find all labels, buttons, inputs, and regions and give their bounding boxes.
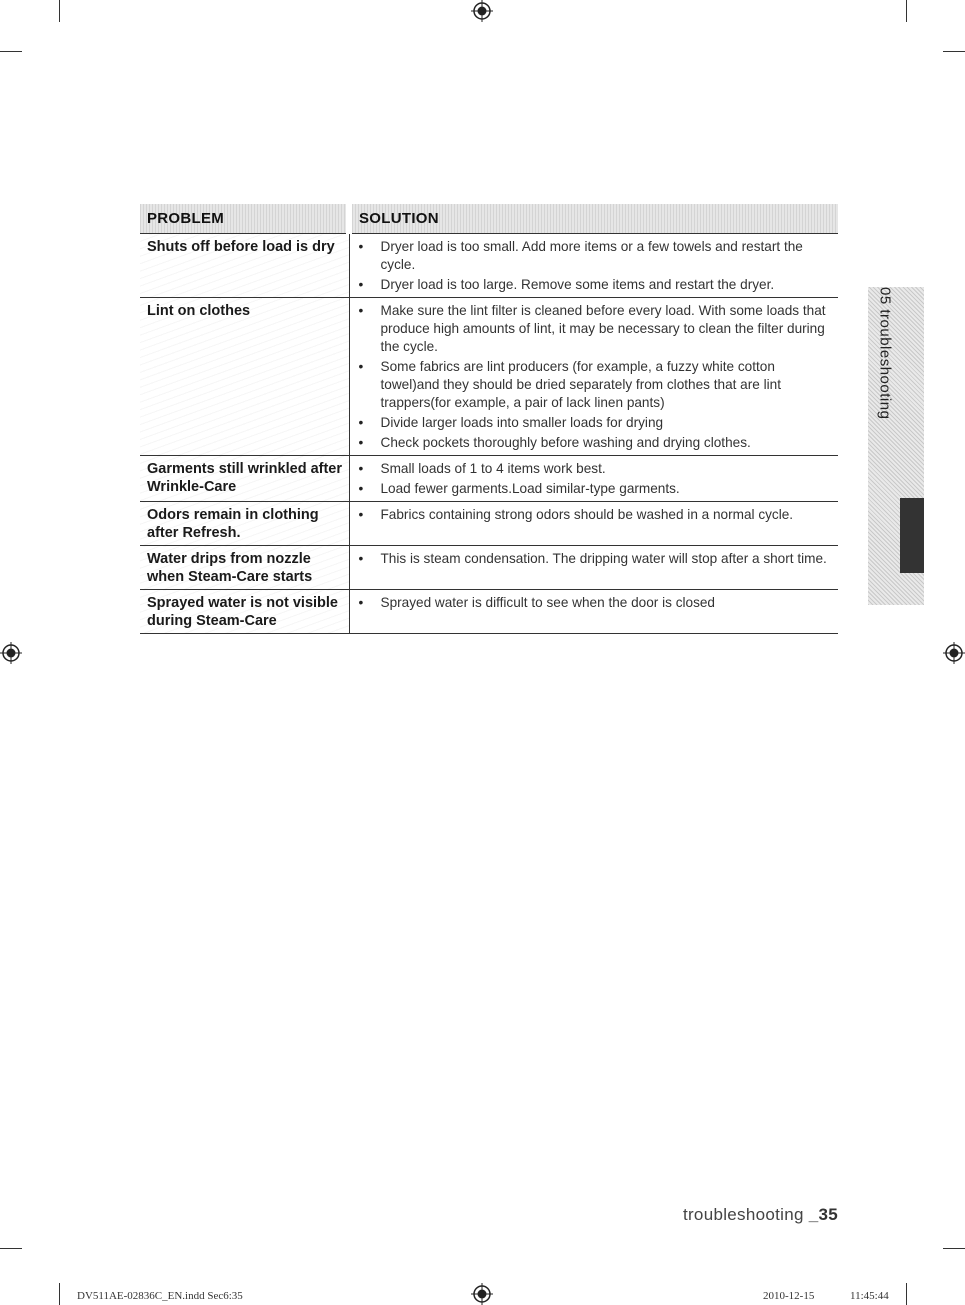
solution-item: • Fabrics containing strong odors should be washed in a normal cycle. <box>358 506 835 524</box>
solution-list <box>358 550 835 568</box>
solution-cell <box>349 298 838 456</box>
solution-list <box>358 506 835 524</box>
solution-item: • Dryer load is too small. Add more items or a few towels and restart the cycle. <box>358 238 835 274</box>
table-row <box>140 590 838 634</box>
crop-mark <box>906 1283 907 1305</box>
footer-section-label: troubleshooting <box>682 1205 809 1224</box>
problem-cell: Water drips from nozzle when Steam-Care starts <box>140 546 349 590</box>
table-row <box>140 234 838 298</box>
registration-mark-icon <box>943 642 965 664</box>
solution-cell <box>349 546 838 590</box>
solution-cell <box>349 456 838 502</box>
solution-list <box>358 238 835 294</box>
solution-item: • Dryer load is too large. Remove some items and restart the dryer. <box>358 276 835 294</box>
solution-column-header: SOLUTION <box>349 204 838 234</box>
chapter-side-tab <box>868 287 924 605</box>
crop-mark <box>59 1283 60 1305</box>
page-footer <box>683 1205 838 1225</box>
crop-mark <box>906 0 907 22</box>
solution-item: • Make sure the lint filter is cleaned before every load. With some loads that produce high amounts of lint, it may be necessary to clean the filter during the cycle. <box>358 302 835 356</box>
registration-mark-icon <box>471 0 493 22</box>
registration-mark-icon <box>471 1283 493 1305</box>
crop-mark <box>59 0 60 22</box>
problem-column-header: PROBLEM <box>140 204 349 234</box>
problem-cell: Shuts off before load is dry <box>140 234 349 298</box>
crop-mark <box>0 1248 22 1249</box>
chapter-tab-label: 05 troubleshooting <box>876 287 894 420</box>
table-row <box>140 298 838 456</box>
crop-mark <box>943 51 965 52</box>
solution-list <box>358 460 835 498</box>
solution-item: • This is steam condensation. The dripping water will stop after a short time. <box>358 550 835 568</box>
table-row <box>140 546 838 590</box>
solution-item: • Sprayed water is difficult to see when the door is closed <box>358 594 835 612</box>
solution-list <box>358 594 835 612</box>
crop-mark <box>943 1248 965 1249</box>
print-slug-time: 11:45:44 <box>850 1290 889 1302</box>
table-row <box>140 502 838 546</box>
registration-mark-icon <box>0 642 22 664</box>
solution-cell <box>349 590 838 634</box>
table-row <box>140 456 838 502</box>
solution-item: • Small loads of 1 to 4 items work best. <box>358 460 835 478</box>
print-slug-file: DV511AE-02836C_EN.indd Sec6:35 <box>77 1290 243 1302</box>
solution-item: • Divide larger loads into smaller loads for drying <box>358 414 835 432</box>
chapter-tab-marker <box>900 498 924 573</box>
problem-cell: Lint on clothes <box>140 298 349 456</box>
print-slug-date: 2010-12-15 <box>763 1290 815 1302</box>
solution-item: • Load fewer garments.Load similar-type garments. <box>358 480 835 498</box>
problem-cell: Odors remain in clothing after Refresh. <box>140 502 349 546</box>
problem-cell: Sprayed water is not visible during Steam-Care <box>140 590 349 634</box>
solution-list <box>358 302 835 452</box>
solution-cell <box>349 234 838 298</box>
problem-cell: Garments still wrinkled after Wrinkle-Care <box>140 456 349 502</box>
solution-item: • Some fabrics are lint producers (for example, a fuzzy white cotton towel)and they should be dried separately from clothes that are lint trappers(for example, a pair of lack linen pants) <box>358 358 835 412</box>
table-header-row <box>140 204 838 234</box>
page-number: _35 <box>808 1205 838 1224</box>
crop-mark <box>0 51 22 52</box>
solution-cell <box>349 502 838 546</box>
troubleshooting-table <box>140 204 838 634</box>
solution-item: • Check pockets thoroughly before washing and drying clothes. <box>358 434 835 452</box>
